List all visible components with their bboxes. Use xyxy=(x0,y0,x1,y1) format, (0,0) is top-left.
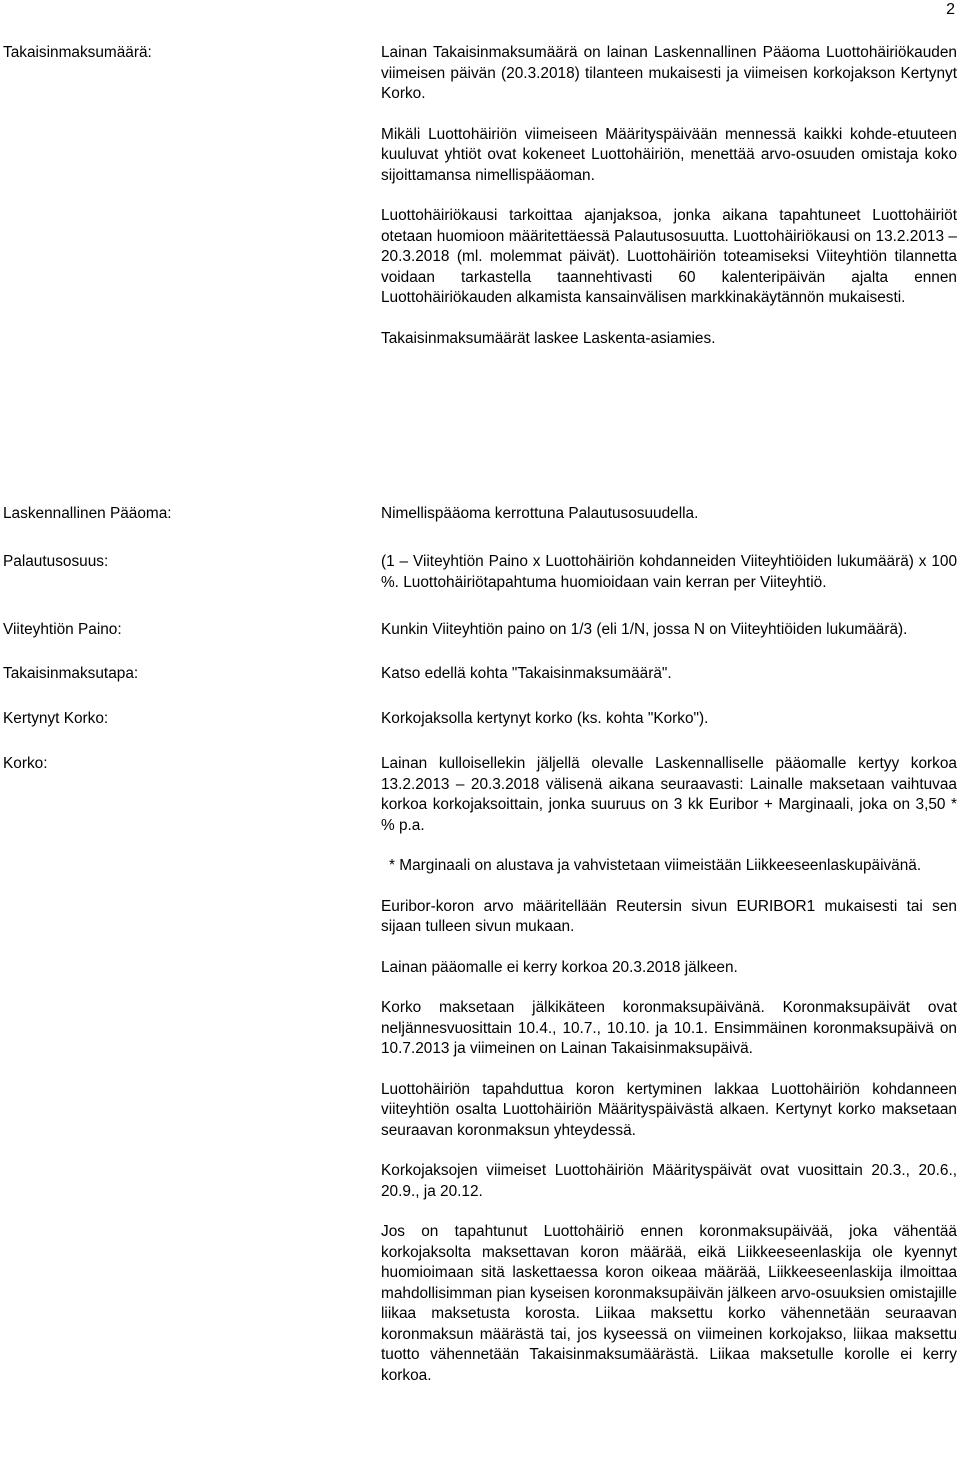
definition xyxy=(381,709,957,730)
paragraph: Luottohäiriön tapahduttua koron kertyminen lakkaa Luottohäiriön kohdanneen viiteyhtiön osalta Luottohäiriön Määrityspäivästä alkaen. Kertynyt korko maksetaan seuraavan koronmaksun yhteydessä. xyxy=(381,1080,957,1139)
definition xyxy=(381,754,957,1386)
paragraph: (1 – Viiteyhtiön Paino x Luottohäiriön kohdanneiden Viiteyhtiöiden lukumäärä) x 100 %. Luottohäiriötapahtuma huomioidaan vain kerran per Viiteyhtiö. xyxy=(381,553,957,591)
footnote: * Marginaali on alustava ja vahvistetaan viimeistään Liikkeeseenlaskupäivänä. xyxy=(389,857,922,874)
paragraph: Nimellispääoma kerrottuna Palautusosuudella. xyxy=(381,505,699,522)
paragraph: Euribor-koron arvo määritellään Reutersin sivun EURIBOR1 mukaisesti tai sen sijaan tulleen sivun mukaan. xyxy=(381,897,957,935)
term-label: Kertynyt Korko: xyxy=(3,710,109,727)
term-label: Takaisinmaksumäärä: xyxy=(3,44,152,61)
definition xyxy=(381,43,957,349)
paragraph: Takaisinmaksumäärät laskee Laskenta-asiamies. xyxy=(381,329,716,347)
paragraph: Korkojaksojen viimeiset Luottohäiriön Määrityspäivät ovat vuosittain 20.3., 20.6., 20.9., ja 20.12. xyxy=(381,1162,957,1200)
definition xyxy=(381,552,957,593)
term-label: Palautusosuus: xyxy=(3,553,109,570)
paragraph: Korko maksetaan jälkikäteen koronmaksupäivänä. Koronmaksupäivät ovat neljännesvuosittain 10.4., 10.7., 10.10. ja 10.1. Ensimmäinen koronmaksupäivä on 10.7.2013 ja viimeinen on Lainan Takaisinmaksupäivä. xyxy=(381,999,957,1057)
paragraph: Mikäli Luottohäiriön viimeiseen Määrityspäivään mennessä kaikki kohde-etuuteen kuuluvat yhtiöt ovat kokeneet Luottohäiriön, menettää arvo-osuuden omistaja koko sijoittamansa nimellispääoman. xyxy=(381,125,957,184)
term-label: Takaisinmaksutapa: xyxy=(3,665,139,682)
paragraph: Katso edellä kohta "Takaisinmaksumäärä". xyxy=(381,665,672,682)
definition xyxy=(381,620,957,641)
paragraph: Jos on tapahtunut Luottohäiriö ennen koronmaksupäivää, joka vähentää korkojaksolta maksettavan koron määrää, eikä Liikkeeseenlaskija ole kyennyt huomioimaan sitä laskettaessa koron oikeaa määrää, Liikkeeseenlaskija ilmoittaa mahdollisimman pian kyseisen koronmaksupäivän jälkeen arvo-osuuksien omistajille liikaa maksetusta korosta. Liikaa maksettu korko vähennetään seuraavan koronmaksun määrästä tai, jos kyseessä on viimeinen korkojakso, liikaa maksettu tuotto vähennetään Takaisinmaksumäärästä. Liikaa maksetulle korolle ei kerry korkoa. xyxy=(381,1223,957,1384)
paragraph: Luottohäiriökausi tarkoittaa ajanjaksoa, jonka aikana tapahtuneet Luottohäiriöt otetaan huomioon määritettäessä Palautusosuutta. Luottohäiriökausi on 13.2.2013 – 20.3.2018 (ml. molemmat päivät). Luottohäiriön toteamiseksi Viiteyhtiön tilannetta voidaan tarkastella taannehtivasti 60 kalenteripäivän ajalta ennen Luottohäiriökauden alkamista kansainvälisen markkinakäytännön mukaisesti. xyxy=(381,207,957,306)
paragraph: Kunkin Viiteyhtiön paino on 1/3 (eli 1/N, jossa N on Viiteyhtiöiden lukumäärä). xyxy=(381,621,908,638)
page-number: 2 xyxy=(946,1,955,18)
paragraph: Lainan Takaisinmaksumäärä on lainan Laskennallinen Pääoma Luottohäiriökauden viimeisen päivän (20.3.2018) tilanteen mukaisesti ja viimeisen korkojakson Kertynyt Korko. xyxy=(381,44,957,102)
term-label: Korko: xyxy=(3,755,48,772)
paragraph: Korkojaksolla kertynyt korko (ks. kohta "Korko"). xyxy=(381,710,709,727)
paragraph: Lainan pääomalle ei kerry korkoa 20.3.2018 jälkeen. xyxy=(381,958,738,976)
definition xyxy=(381,504,957,525)
paragraph: Lainan kulloisellekin jäljellä olevalle Laskennalliselle pääomalle kertyy korkoa 13.2.2013 – 20.3.2018 välisenä aikana seuraavasti: Lainalle maksetaan vaihtuvaa korkoa korkojaksoittain, jonka suuruus on 3 kk Euribor + Marginaali, joka on 3,50 * % p.a. xyxy=(381,755,957,834)
term-label: Laskennallinen Pääoma: xyxy=(3,505,172,522)
definition xyxy=(381,664,957,685)
term-label: Viiteyhtiön Paino: xyxy=(3,621,122,638)
